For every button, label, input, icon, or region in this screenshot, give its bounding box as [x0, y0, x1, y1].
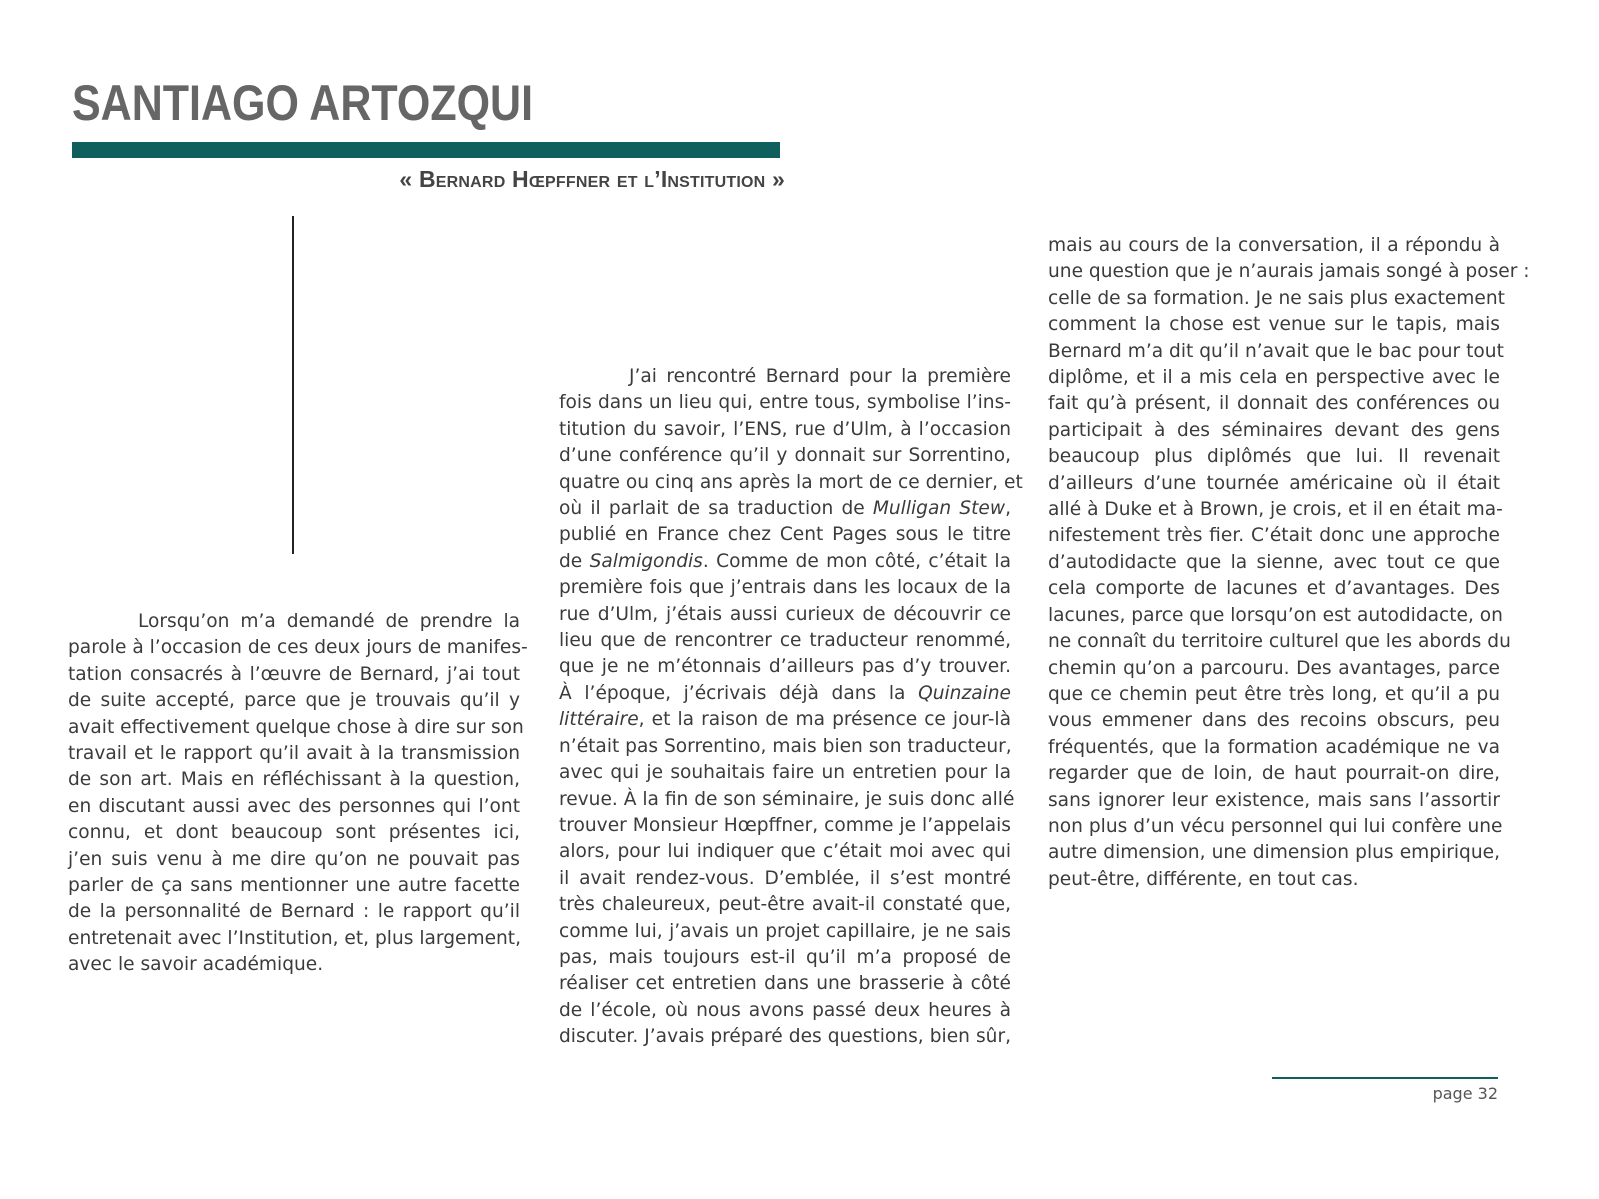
text-line: peut-être, différente, en tout cas. — [1048, 868, 1359, 890]
text-line: lieu que de rencontrer ce traducteur renommé, — [559, 630, 1011, 652]
header-rule — [72, 142, 780, 158]
text-line: titution du savoir, l’ENS, rue d’Ulm, à l’occasion — [559, 418, 1011, 440]
text-line: rue d’Ulm, j’étais aussi curieux de découvrir ce — [559, 603, 1011, 625]
text-line: d’autodidacte que la sienne, avec tout ce que — [1048, 551, 1500, 573]
text-line: fréquentés, que la formation académique ne va — [1048, 736, 1500, 758]
text-line: discuter. J’avais préparé des questions, bien sûr, — [559, 1026, 1011, 1048]
text-line: fait qu’à présent, il donnait des conférences ou — [1048, 393, 1500, 415]
text-line: ne connaît du territoire culturel que les abords du — [1048, 631, 1511, 653]
text-line: Bernard m’a dit qu’il n’avait que le bac pour tout — [1048, 340, 1504, 362]
text-span: , — [1005, 498, 1011, 520]
text-line: que je ne m’étonnais d’ailleurs pas d’y trouver. — [559, 656, 1011, 678]
text-column-3 — [1048, 233, 1530, 893]
text-line: connu, et dont beaucoup sont présentes ici, — [68, 822, 520, 844]
text-line: que ce chemin peut être très long, et qu’il a pu — [1048, 683, 1500, 705]
text-span: À l’époque, j’écrivais déjà dans la — [559, 682, 919, 704]
text-line: mais au cours de la conversation, il a répondu à — [1048, 235, 1500, 256]
text-line: Lorsqu’on m’a demandé de prendre la — [138, 611, 520, 632]
text-line: travail et le rapport qu’il avait à la transmission — [68, 743, 520, 765]
text-line: trouver Monsieur Hœpffner, comme je l’appelais — [559, 814, 1011, 836]
text-line: pas, mais toujours est-il qu’il m’a proposé de — [559, 946, 1011, 968]
text-column-1 — [68, 609, 528, 979]
text-line: parole à l’occasion de ces deux jours de manifes- — [68, 637, 528, 659]
text-line: publié en France chez Cent Pages sous le titre — [559, 524, 1011, 546]
book-title: Mulligan Stew — [872, 498, 1006, 520]
text-span: où il parlait de sa traduction de — [559, 498, 873, 520]
page-number: page 32 — [1432, 1084, 1498, 1103]
text-line: de l’école, où nous avons passé deux heures à — [559, 999, 1011, 1021]
text-line: vous emmener dans des recoins obscurs, peu — [1048, 710, 1500, 732]
text-line: de la personnalité de Bernard : le rapport qu’il — [68, 901, 520, 923]
book-title: Salmigondis — [589, 550, 703, 572]
text-line: n’était pas Sorrentino, mais bien son traducteur, — [559, 735, 1012, 757]
text-line: en discutant aussi avec des personnes qui l’ont — [68, 795, 520, 817]
text-line: alors, pour lui indiquer que c’était moi avec qui — [559, 841, 1011, 863]
text-line: une question que je n’aurais jamais songé à poser : — [1048, 261, 1530, 283]
text-line: chemin qu’on a parcouru. Des avantages, parce — [1048, 657, 1500, 679]
text-line: regarder que de loin, de haut pourrait-on dire, — [1048, 763, 1500, 785]
text-line: cela comporte de lacunes et d’avantages. Des — [1048, 578, 1500, 600]
text-line: comme lui, j’avais un projet capillaire, je ne sais — [559, 920, 1011, 942]
text-line: comment la chose est venue sur le tapis, mais — [1048, 314, 1500, 336]
text-line: beaucoup plus diplômés que lui. Il revenait — [1048, 446, 1500, 468]
text-line: fois dans un lieu qui, entre tous, symbolise l’ins- — [559, 392, 1011, 414]
text-line: parler de ça sans mentionner une autre facette — [68, 875, 520, 897]
text-line — [559, 707, 1011, 733]
text-line: diplôme, et il a mis cela en perspective avec le — [1048, 367, 1500, 389]
text-line: sans ignorer leur existence, mais sans l’assortir — [1048, 789, 1500, 811]
text-line: réaliser cet entretien dans une brasserie à côté — [559, 973, 1011, 995]
text-line: quatre ou cinq ans après la mort de ce dernier, et — [559, 471, 1023, 493]
text-line: J’ai rencontré Bernard pour la première — [629, 366, 1011, 387]
article-title: « Bernard Hœpffner et l’Institution » — [399, 166, 785, 192]
text-line: autre dimension, une dimension plus empirique, — [1048, 842, 1500, 864]
footer-rule — [1272, 1077, 1498, 1079]
author-name: SANTIAGO ARTOZQUI — [72, 75, 534, 131]
text-line: non plus d’un vécu personnel qui lui confère une — [1048, 815, 1503, 837]
text-line: celle de sa formation. Je ne sais plus exactement — [1048, 287, 1505, 309]
text-line: très chaleureux, peut-être avait-il constaté que, — [559, 894, 1011, 916]
text-line: tation consacrés à l’œuvre de Bernard, j’ai tout — [68, 663, 520, 685]
text-line: nifestement très fier. C’était donc une approche — [1048, 525, 1500, 547]
text-line: d’une conférence qu’il y donnait sur Sorrentino, — [559, 445, 1011, 467]
text-line: il avait rendez-vous. D’emblée, il s’est montré — [559, 867, 1011, 889]
text-line — [559, 549, 1011, 575]
text-line: j’en suis venu à me dire qu’on ne pouvait pas — [68, 848, 520, 870]
text-line: participait à des séminaires devant des gens — [1048, 419, 1500, 441]
text-line: entretenait avec l’Institution, et, plus largement, — [68, 927, 521, 949]
journal-title: Quinzaine — [918, 682, 1011, 704]
text-line: de son art. Mais en réfléchissant à la question, — [68, 769, 520, 791]
journal-title: littéraire — [559, 709, 639, 731]
text-line: première fois que j’entrais dans les locaux de la — [559, 577, 1011, 599]
text-line: d’ailleurs d’une tournée américaine où il était — [1048, 472, 1500, 494]
text-span: de — [559, 550, 590, 572]
text-line: avec qui je souhaitais faire un entretien pour la — [559, 762, 1011, 784]
text-line: de suite accepté, parce que je trouvais qu’il y — [68, 690, 520, 712]
text-line: avait effectivement quelque chose à dire sur son — [68, 716, 524, 738]
text-column-2 — [559, 364, 1023, 1051]
text-line: revue. À la fin de son séminaire, je suis donc allé — [559, 788, 1015, 810]
text-line: lacunes, parce que lorsqu’on est autodidacte, on — [1048, 604, 1503, 626]
text-line: allé à Duke et à Brown, je crois, et il en était ma- — [1048, 499, 1503, 521]
decorative-vertical-line — [292, 216, 294, 554]
text-span: , et la raison de ma présence ce jour-là — [638, 709, 1011, 731]
text-line: avec le savoir académique. — [68, 954, 324, 976]
text-line — [559, 681, 1011, 707]
text-line — [559, 496, 1011, 522]
text-span: . Comme de mon côté, c’était la — [702, 550, 1011, 572]
